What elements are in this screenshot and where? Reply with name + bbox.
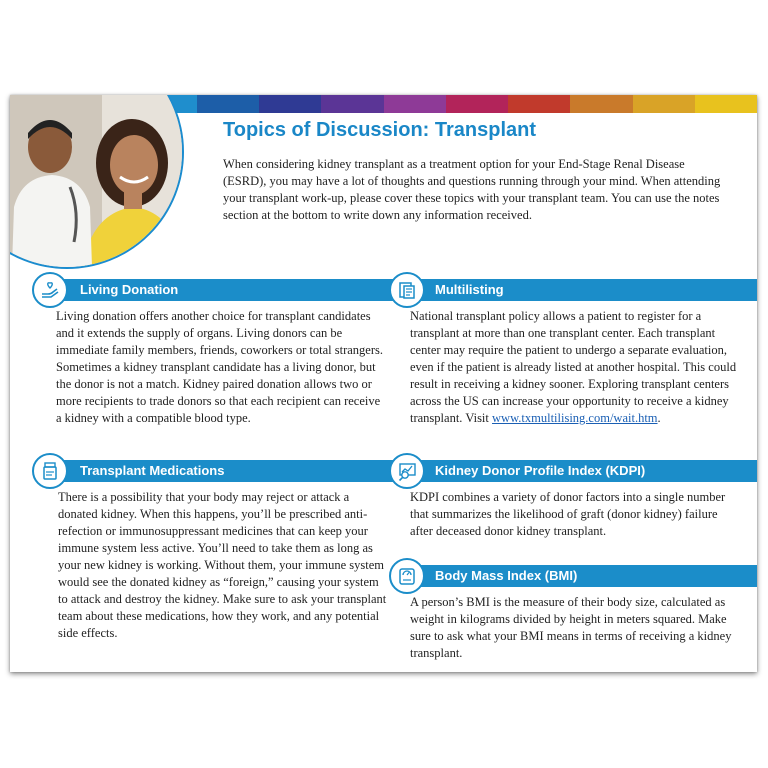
stripe-segment	[321, 95, 383, 113]
pill-bottle-icon	[32, 453, 68, 489]
doctor-patient-photo	[10, 95, 184, 269]
section-body: A person’s BMI is the measure of their body size, calculated as weight in kilograms divided by height in meters squared. Make sure to ask what your BMI means in terms of receiving a kidney transplant.	[410, 595, 732, 660]
stripe-segment	[508, 95, 570, 113]
section-header	[405, 279, 757, 301]
section-header	[50, 279, 410, 301]
page-title: Topics of Discussion: Transplant	[223, 119, 537, 141]
section-header	[50, 460, 410, 482]
section-body	[410, 308, 740, 427]
section-header	[405, 460, 757, 482]
stripe-segment	[570, 95, 632, 113]
chart-magnifier-icon	[389, 453, 425, 489]
section-body-text: National transplant policy allows a patient to register for a transplant at more than one transplant center. Each transplant center may require the patient to undergo a separate evaluation, even if the patient is already listed at another hospital. This could result in receiving a kidney sooner. Exploring transplant centers across the US can increase your opportunity to receive a kidney transplant. Visit	[410, 309, 737, 425]
section-body: There is a possibility that your body may reject or attack a donated kidney. When this happens, you’ll be prescribed anti-refection or immunosuppressant medicines that can keep your immune system less active. You’ll need to take them as long as your new kidney is working. Without them, your immune system would see the donated kidney as “foreign,” causing your system to attack and destroy the kidney. Make sure to ask your transplant team about these medications, how they work, and any potential side effects.	[58, 490, 387, 640]
hand-heart-icon	[32, 272, 68, 308]
stripe-segment	[633, 95, 695, 113]
documents-icon	[389, 272, 425, 308]
scale-icon	[389, 558, 425, 594]
section-title: Transplant Medications	[80, 463, 225, 478]
document-page	[10, 95, 757, 672]
section-title: Kidney Donor Profile Index (KDPI)	[435, 463, 646, 478]
stripe-segment	[384, 95, 446, 113]
stripe-segment	[446, 95, 508, 113]
section-body: Living donation offers another choice for transplant candidates and it extends the supply of organs. Living donors can be immediate family members, friends, coworkers or total strangers. Sometimes a kidney transplant candidate has a living donor, but the donor is not a match. Kidney paired donation allows two or more recipients to trade donors so that each recipient can receive a kidney with a compatible blood type.	[56, 309, 383, 425]
section-title: Body Mass Index (BMI)	[435, 568, 578, 583]
section-title: Living Donation	[80, 282, 179, 297]
intro-paragraph: When considering kidney transplant as a treatment option for your End-Stage Renal Disease (ESRD), you may have a lot of thoughts and questions running through your mind. When attending your transplant work-up, please cover these topics with your transplant team. You can use the notes section at the bottom to write down any information received.	[223, 157, 721, 222]
link-period: .	[657, 411, 661, 425]
section-title: Multilisting	[435, 282, 504, 297]
section-body: KDPI combines a variety of donor factors into a single number that summarizes the likelihood of graft (donor kidney) failure after deceased donor kidney transplant.	[410, 490, 726, 538]
multilisting-link[interactable]: www.txmultilising.com/wait.htm	[492, 411, 658, 425]
stripe-segment	[259, 95, 321, 113]
stripe-segment	[695, 95, 757, 113]
section-header	[405, 565, 757, 587]
stripe-segment	[197, 95, 259, 113]
